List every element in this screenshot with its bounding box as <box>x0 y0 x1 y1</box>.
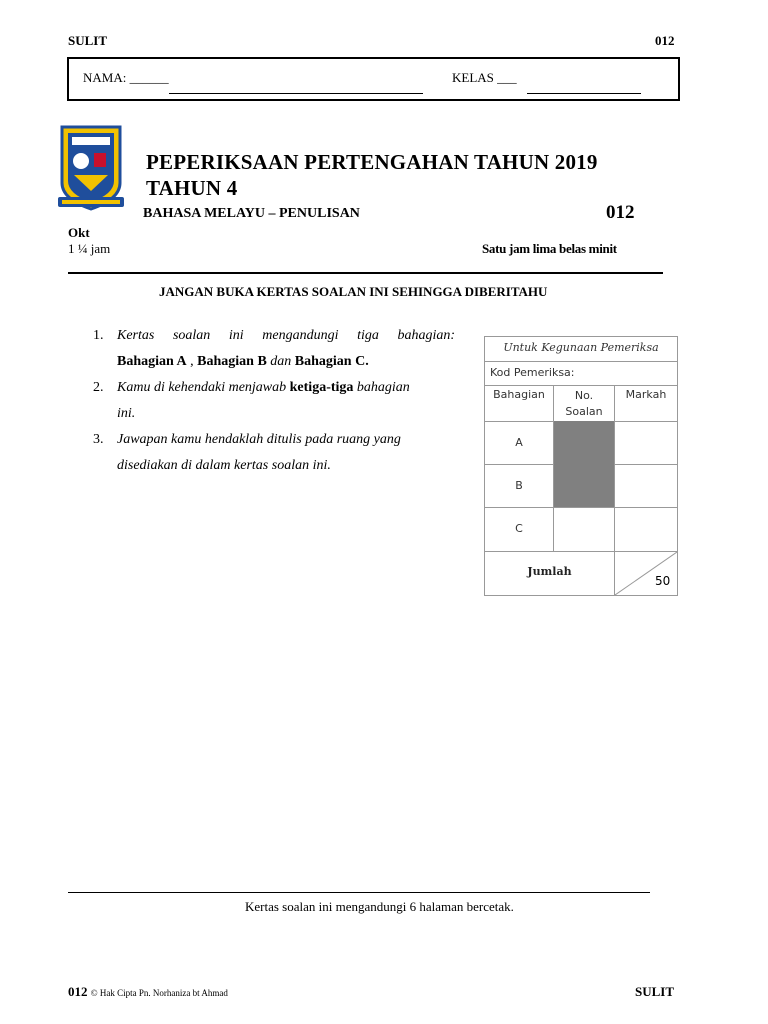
header-markah: Markah <box>625 388 667 401</box>
instruction-text <box>117 401 455 427</box>
footer-code: 012 <box>68 984 88 999</box>
emphasis: ketiga-tiga <box>289 380 354 395</box>
school-logo <box>56 121 126 215</box>
class-field[interactable] <box>452 70 517 86</box>
exam-month: Okt <box>68 225 90 240</box>
separator: , <box>186 354 198 369</box>
row-label-b: B <box>485 464 554 507</box>
total-label: Jumlah <box>485 552 615 595</box>
instruction-line: bahagian <box>353 380 410 395</box>
question-cell-c[interactable] <box>554 507 615 551</box>
instruction-number: 1. <box>93 328 104 343</box>
table-row <box>485 464 677 508</box>
row-label-a: A <box>485 421 554 464</box>
divider <box>68 272 663 274</box>
instructions <box>93 323 455 483</box>
exam-duration: 1 ¼ jam <box>68 241 111 256</box>
mark-cell-a[interactable] <box>615 421 677 464</box>
pages-note: Kertas soalan ini mengandungi 6 halaman bercetak. <box>245 899 514 914</box>
table-row <box>485 507 677 552</box>
warning-text: JANGAN BUKA KERTAS SOALAN INI SEHINGGA DIBERITAHU <box>159 284 548 299</box>
instruction-item <box>93 427 455 479</box>
duration-in-words: Satu jam lima belas minit <box>482 241 617 256</box>
instruction-line: ini. <box>117 406 136 421</box>
instruction-line: Kamu di kehendaki menjawab <box>117 380 290 395</box>
instruction-parts <box>117 349 455 375</box>
name-underline <box>169 81 423 94</box>
part-a-label: Bahagian A <box>117 354 187 369</box>
examiner-code-label: Kod Pemeriksa: <box>490 366 575 379</box>
instruction-text <box>117 375 455 401</box>
examiner-code-row <box>485 361 677 386</box>
footer-sulit: SULIT <box>635 984 675 999</box>
name-class-box <box>67 57 680 101</box>
instruction-line: disediakan di dalam kertas soalan ini. <box>117 458 331 473</box>
part-c-label: Bahagian C. <box>294 354 369 369</box>
total-max-mark: 50 <box>655 574 671 588</box>
name-field[interactable] <box>83 70 169 86</box>
copyright: © Hak Cipta Pn. Norhaniza bt Ahmad <box>90 988 228 998</box>
table-header-row <box>485 385 677 422</box>
footer-left <box>68 984 228 1000</box>
subject-name: BAHASA MELAYU – PENULISAN <box>143 206 360 221</box>
class-underline <box>527 81 641 94</box>
shaded-cell <box>554 421 615 464</box>
school-crest-icon <box>56 121 126 215</box>
conjunction: dan <box>266 354 295 369</box>
mark-cell-b[interactable] <box>615 464 677 507</box>
instruction-text <box>117 323 455 349</box>
class-label: KELAS ___ <box>452 70 517 85</box>
examiner-title-row <box>485 337 677 362</box>
total-row <box>485 552 677 595</box>
instruction-number: 2. <box>93 380 104 395</box>
instruction-line: Jawapan kamu hendaklah ditulis pada ruang yang <box>117 432 401 447</box>
name-label: NAMA: ______ <box>83 70 169 85</box>
table-row <box>485 421 677 465</box>
examiner-title: Untuk Kegunaan Pemeriksa <box>503 341 659 354</box>
instruction-text <box>117 427 455 453</box>
row-label-c: C <box>485 507 554 551</box>
header-no-soalan: No. Soalan <box>554 385 615 421</box>
mark-cell-c[interactable] <box>615 507 677 551</box>
exam-title: PEPERIKSAAN PERTENGAHAN TAHUN 2019 <box>146 150 598 174</box>
instruction-item <box>93 323 455 375</box>
instruction-item <box>93 375 455 427</box>
footer-divider <box>68 892 650 893</box>
examiner-table <box>484 336 678 596</box>
paper-code: 012 <box>606 202 635 223</box>
instruction-text <box>117 453 455 479</box>
exam-year-level: TAHUN 4 <box>146 176 238 200</box>
header-code: 012 <box>655 33 675 48</box>
part-b-label: Bahagian B <box>197 354 267 369</box>
instruction-number: 3. <box>93 432 104 447</box>
header-bahagian: Bahagian <box>485 385 554 421</box>
header-sulit: SULIT <box>68 33 108 48</box>
instruction-line: Kertas soalan ini mengandungi tiga bahagian: <box>117 328 455 343</box>
shaded-cell <box>554 464 615 507</box>
